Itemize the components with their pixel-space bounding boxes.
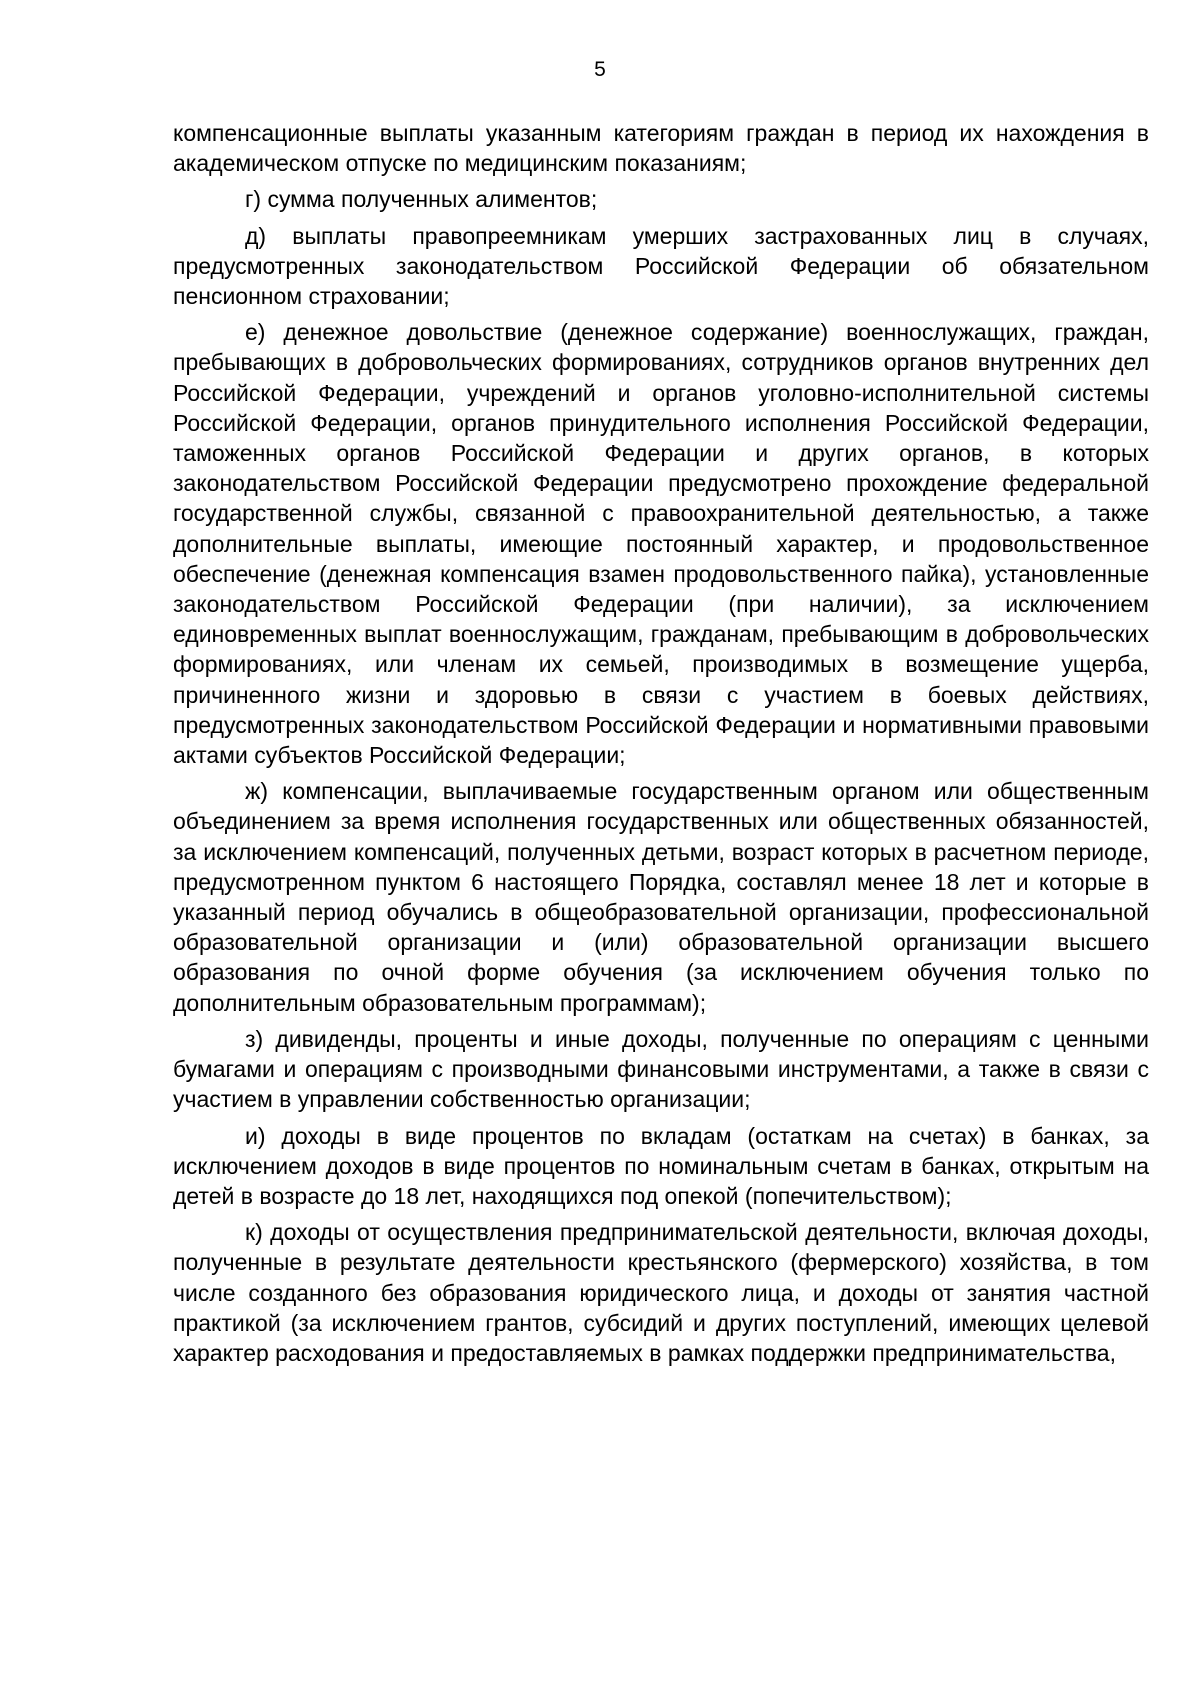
paragraph-continuation: компенсационные выплаты указанным категориям граждан в период их нахождения в академическом отпуске по медицинским показаниям; <box>173 120 1149 177</box>
paragraph-z-dividends: з) дивиденды, проценты и иные доходы, полученные по операциям с ценными бумагами и операциям с производными финансовыми инструментами, а также в связи с участием в управлении собственностью организации; <box>173 1025 1149 1113</box>
document-body <box>173 118 1149 1374</box>
paragraph-g-alimony: г) сумма полученных алиментов; <box>245 186 598 213</box>
paragraph-zh-compensations: ж) компенсации, выплачиваемые государственным органом или общественным объединением за время исполнения государственных или общественных обязанностей, за исключением компенсаций, полученных детьми, возраст которых в расчетном периоде, предусмотренном пунктом 6 настоящего Порядка, составлял менее 18 лет и которые в указанный период обучались в общеобразовательной организации, профессиональной образовательной организации и (или) образовательной организации высшего образования по очной форме обучения (за исключением обучения только по дополнительным образовательным программам); <box>173 778 1149 1016</box>
paragraph-i-deposit-interest: и) доходы в виде процентов по вкладам (остаткам на счетах) в банках, за исключением доходов в виде процентов по номинальным счетам в банках, открытым на детей в возрасте до 18 лет, находящихся под опекой (попечительством); <box>173 1122 1149 1209</box>
paragraph-k-business-income: к) доходы от осуществления предпринимательской деятельности, включая доходы, полученные в результате деятельности крестьянского (фермерского) хозяйства, в том числе созданного без образования юридического лица, и доходы от занятия частной практикой (за исключением грантов, субсидий и других поступлений, имеющих целевой характер расходования и предоставляемых в рамках поддержки предпринимательства, <box>173 1219 1149 1366</box>
paragraph-e-military-allowance: е) денежное довольствие (денежное содержание) военнослужащих, граждан, пребывающих в добровольческих формированиях, сотрудников органов внутренних дел Российской Федерации, учреждений и органов уголовно-исполнительной системы Российской Федерации, органов принудительного исполнения Российской Федерации, таможенных органов Российской Федерации и других органов, в которых законодательством Российской Федерации предусмотрено прохождение федеральной государственной службы, связанной с правоохранительной деятельностью, а также дополнительные выплаты, имеющие постоянный характер, и продовольственное обеспечение (денежная компенсация взамен продовольственного пайка), установленные законодательством Российской Федерации (при наличии), за исключением единовременных выплат военнослужащим, гражданам, пребывающим в добровольческих формированиях, или членам их семьей, производимых в возмещение ущерба, причиненного жизни и здоровью в связи с участием в боевых действиях, предусмотренных законодательством Российской Федерации и нормативными правовыми актами субъектов Российской Федерации; <box>173 319 1149 769</box>
page-number: 5 <box>594 58 606 81</box>
paragraph-d-pension-successors: д) выплаты правопреемникам умерших застрахованных лиц в случаях, предусмотренных законодательством Российской Федерации об обязательном пенсионном страховании; <box>173 222 1149 310</box>
